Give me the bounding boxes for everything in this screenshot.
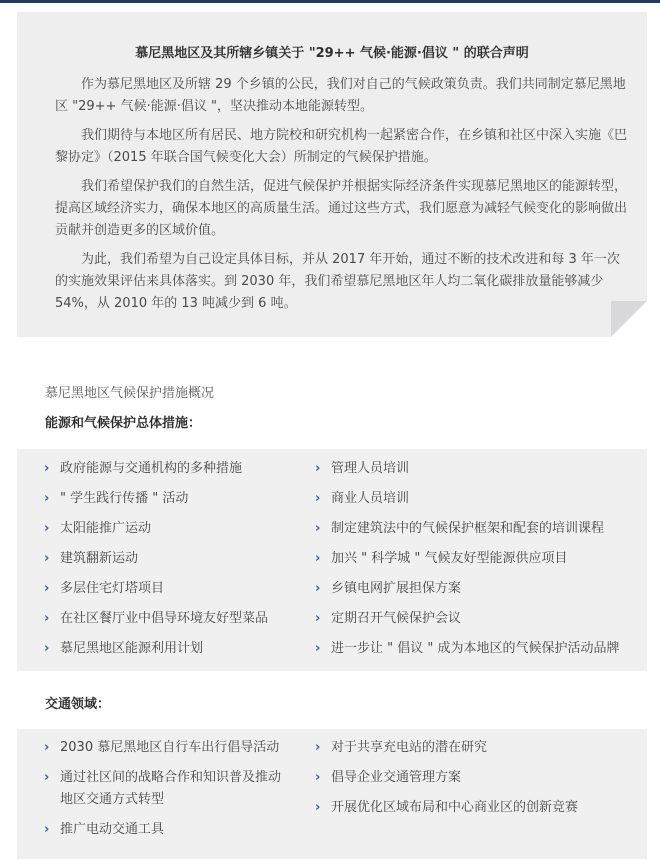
list-item: [315, 458, 640, 488]
chevron-right-icon: ›: [44, 822, 50, 837]
list-item-text: 对于共享充电站的潜在研究: [331, 740, 488, 755]
transport-heading: 交通领域：: [45, 697, 111, 712]
chevron-right-icon: ›: [44, 611, 50, 626]
chevron-right-icon: ›: [315, 641, 321, 656]
chevron-right-icon: ›: [44, 641, 50, 656]
transport-right-column: [315, 737, 640, 827]
page-fold-corner: [611, 301, 647, 337]
list-item: [44, 737, 294, 767]
chevron-right-icon: ›: [44, 521, 50, 536]
list-item: [44, 488, 314, 518]
chevron-right-icon: ›: [315, 461, 321, 476]
overview-label: 慕尼黑地区气候保护措施概况: [45, 386, 215, 401]
list-item-text: 通过社区间的战略合作和知识普及推动地区交通方式转型: [60, 770, 282, 807]
list-item-text: 推广电动交通工具: [60, 822, 165, 837]
list-item-text: 政府能源与交通机构的多种措施: [60, 461, 243, 476]
list-item: [315, 797, 640, 827]
energy-left-column: [44, 458, 314, 668]
chevron-right-icon: ›: [315, 800, 321, 815]
list-item: [44, 819, 294, 849]
statement-paragraph: 为此，我们希望为自己设定具体目标，并从 2017 年开始，通过不断的技术改进和每 3 年一次的实施效果评估来具体落实。到 2030 年，我们希望慕尼黑地区年人均二氧化碳排放量能够减少 54%，从 2010 年的 13 吨减少到 6 吨。: [55, 252, 620, 311]
top-rule: [0, 0, 660, 3]
statement-paragraph: 作为慕尼黑地区及所辖 29 个乡镇的公民，我们对自己的气候政策负责。我们共同制定慕尼黑地区 "29++ 气候·能源·倡议 "，坚决推动本地能源转型。: [55, 77, 626, 114]
energy-right-column: [315, 458, 640, 668]
chevron-right-icon: ›: [44, 581, 50, 596]
list-item: [315, 488, 640, 518]
list-item-text: 制定建筑法中的气候保护框架和配套的培训课程: [331, 521, 605, 536]
list-item: [315, 608, 640, 638]
list-item-text: 定期召开气候保护会议: [331, 611, 462, 626]
chevron-right-icon: ›: [315, 521, 321, 536]
list-item-text: 倡导企业交通管理方案: [331, 770, 462, 785]
list-item: [44, 638, 314, 668]
list-item: [315, 737, 640, 767]
transport-measures-panel: [17, 729, 647, 859]
list-item: [315, 548, 640, 578]
statement-title: 慕尼黑地区及其所辖乡镇关于 "29++ 气候·能源·倡议 " 的联合声明: [135, 46, 529, 61]
chevron-right-icon: ›: [315, 491, 321, 506]
chevron-right-icon: ›: [315, 611, 321, 626]
list-item-text: 建筑翻新运动: [60, 551, 139, 566]
list-item-text: 开展优化区域布局和中心商业区的创新竞赛: [331, 800, 579, 815]
statement-body: [55, 74, 627, 322]
chevron-right-icon: ›: [44, 740, 50, 755]
list-item-text: 管理人员培训: [331, 461, 410, 476]
list-item-text: 多层住宅灯塔项目: [60, 581, 165, 596]
chevron-right-icon: ›: [44, 491, 50, 506]
list-item-text: 加兴 " 科学城 " 气候友好型能源供应项目: [331, 551, 568, 566]
chevron-right-icon: ›: [315, 581, 321, 596]
list-item-text: 在社区餐厅业中倡导环境友好型菜品: [60, 611, 269, 626]
list-item: [315, 767, 640, 797]
list-item: [44, 608, 314, 638]
list-item-text: 商业人员培训: [331, 491, 410, 506]
list-item: [315, 578, 640, 608]
list-item: [315, 638, 640, 668]
transport-left-column: [44, 737, 294, 849]
list-item-text: 太阳能推广运动: [60, 521, 152, 536]
statement-paragraph: 我们期待与本地区所有居民、地方院校和研究机构一起紧密合作，在乡镇和社区中深入实施《巴黎协定》（2015 年联合国气候变化大会）所制定的气候保护措施。: [55, 128, 628, 165]
chevron-right-icon: ›: [315, 770, 321, 785]
list-item: [44, 458, 314, 488]
chevron-right-icon: ›: [315, 551, 321, 566]
chevron-right-icon: ›: [44, 461, 50, 476]
list-item-text: 慕尼黑地区能源利用计划: [60, 641, 204, 656]
list-item: [44, 767, 284, 819]
list-item-text: 2030 慕尼黑地区自行车出行倡导活动: [60, 740, 280, 755]
energy-heading: 能源和气候保护总体措施：: [45, 416, 202, 431]
chevron-right-icon: ›: [315, 740, 321, 755]
list-item: [315, 518, 640, 548]
list-item: [44, 578, 314, 608]
statement-paragraph: 我们希望保护我们的自然生活，促进气候保护并根据实际经济条件实现慕尼黑地区的能源转型，提高区域经济实力，确保本地区的高质量生活。通过这些方式，我们愿意为减轻气候变化的影响做出贡献并创造更多的区域价值。: [55, 179, 628, 238]
list-item-text: " 学生践行传播 " 活动: [60, 491, 189, 506]
list-item-text: 乡镇电网扩展担保方案: [331, 581, 462, 596]
chevron-right-icon: ›: [44, 770, 50, 785]
energy-measures-panel: [17, 449, 647, 671]
list-item: [44, 548, 314, 578]
list-item-text: 进一步让 " 倡议 " 成为本地区的气候保护活动品牌: [331, 641, 620, 656]
joint-statement-box: [17, 12, 647, 337]
list-item: [44, 518, 314, 548]
chevron-right-icon: ›: [44, 551, 50, 566]
